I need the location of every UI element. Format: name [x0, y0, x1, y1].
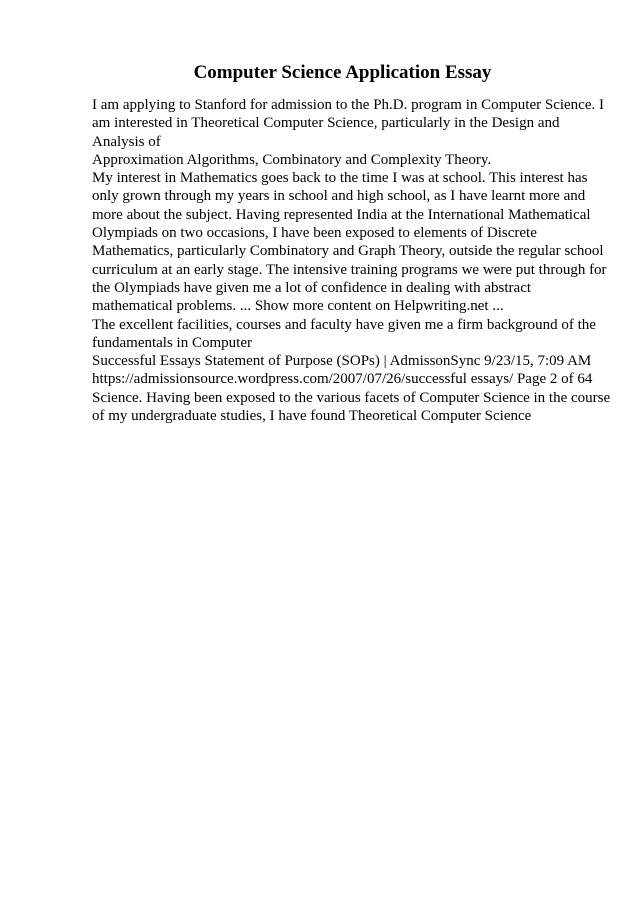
- document-title: Computer Science Application Essay: [193, 62, 492, 83]
- body-line: curriculum at an early stage. The intensive training programs we were put through for: [92, 261, 607, 278]
- body-line: The excellent facilities, courses and faculty have given me a firm background of the: [92, 316, 596, 333]
- body-line: https://admissionsource.wordpress.com/2007/07/26/successful essays/ Page 2 of 64: [92, 371, 593, 388]
- body-line: Science. Having been exposed to the various facets of Computer Science in the course: [92, 389, 611, 406]
- body-line: the Olympiads have given me a lot of confidence in dealing with abstract: [92, 279, 532, 296]
- body-line: My interest in Mathematics goes back to the time I was at school. This interest has: [92, 170, 588, 187]
- body-line: am interested in Theoretical Computer Science, particularly in the Design and: [92, 115, 560, 132]
- body-line: more about the subject. Having represented India at the International Mathematical: [92, 206, 591, 223]
- body-line: Successful Essays Statement of Purpose (SOPs) | AdmissonSync 9/23/15, 7:09 AM: [92, 353, 592, 370]
- body-line: I am applying to Stanford for admission to the Ph.D. program in Computer Science. I: [92, 97, 604, 113]
- body-line: Mathematics, particularly Combinatory and Graph Theory, outside the regular school: [92, 243, 604, 260]
- body-line: Olympiads on two occasions, I have been exposed to elements of Discrete: [92, 225, 537, 242]
- document-body: [92, 96, 611, 425]
- body-line: of my undergraduate studies, I have found Theoretical Computer Science: [92, 408, 532, 425]
- body-line: Approximation Algorithms, Combinatory and Complexity Theory.: [92, 151, 492, 168]
- body-line: mathematical problems. ... Show more content on Helpwriting.net ...: [92, 298, 504, 315]
- body-line: fundamentals in Computer: [92, 334, 252, 351]
- body-line: only grown through my years in school and high school, as I have learnt more and: [92, 188, 586, 205]
- body-line: Analysis of: [92, 133, 161, 150]
